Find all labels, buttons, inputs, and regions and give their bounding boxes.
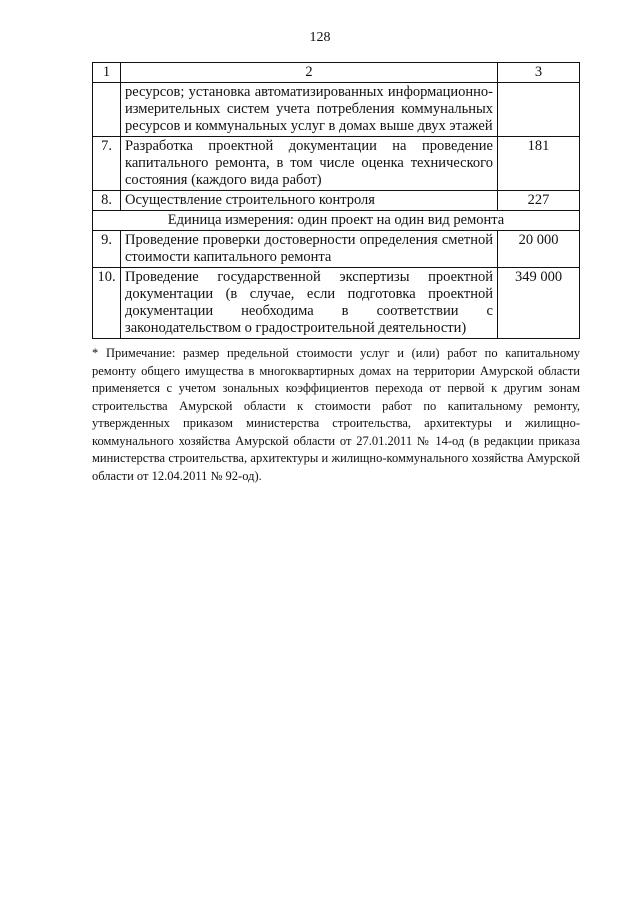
unit-label: Единица измерения: один проект на один вид ремонта [93,211,580,231]
table-row [93,231,580,268]
header-col-1: 1 [93,63,121,83]
unit-row [93,211,580,231]
row-value: 181 [498,137,580,191]
page-number: 128 [309,30,331,45]
header-col-2: 2 [121,63,498,83]
footnote: * Примечание: размер предельной стоимости услуг и (или) работ по капитальному ремонту общего имущества в многоквартирных домах на территории Амурской области применяется с учетом зональных коэффициентов перехода от первой к другим зонам строительства Амурской области к стоимости работ по капитальному ремонту, утвержденных приказом министерства строительства, архитектуры и жилищно-коммунального хозяйства Амурской области от 27.01.2011 № 14-од (в редакции приказа министерства строительства, архитектуры и жилищно-коммунального хозяйства Амурской области от 12.04.2011 № 92-од). [92,346,580,483]
row-value: 227 [498,191,580,211]
row-description: Проведение проверки достоверности определения сметной стоимости капитального ремонта [121,231,498,268]
row-description: Осуществление строительного контроля [121,191,498,211]
row-value [498,83,580,137]
row-value: 20 000 [498,231,580,268]
table-row [93,191,580,211]
row-value: 349 000 [498,268,580,339]
table-row [93,83,580,137]
table-header [93,63,580,83]
row-number: 8. [93,191,121,211]
header-col-3: 3 [498,63,580,83]
table-row [93,137,580,191]
row-number [93,83,121,137]
table-row [93,268,580,339]
row-description: Разработка проектной документации на проведение капитального ремонта, в том числе оценка технического состояния (каждого вида работ) [121,137,498,191]
row-description: Проведение государственной экспертизы проектной документации (в случае, если подготовка проектной документации необходима в соответствии с законодательством о градостроительной деятельности) [121,268,498,339]
row-description: ресурсов; установка автоматизированных информационно-измерительных систем учета потребления коммунальных ресурсов и коммунальных услуг в домах выше двух этажей [121,83,498,137]
cost-table [92,62,580,339]
row-number: 7. [93,137,121,191]
row-number: 9. [93,231,121,268]
row-number: 10. [93,268,121,339]
